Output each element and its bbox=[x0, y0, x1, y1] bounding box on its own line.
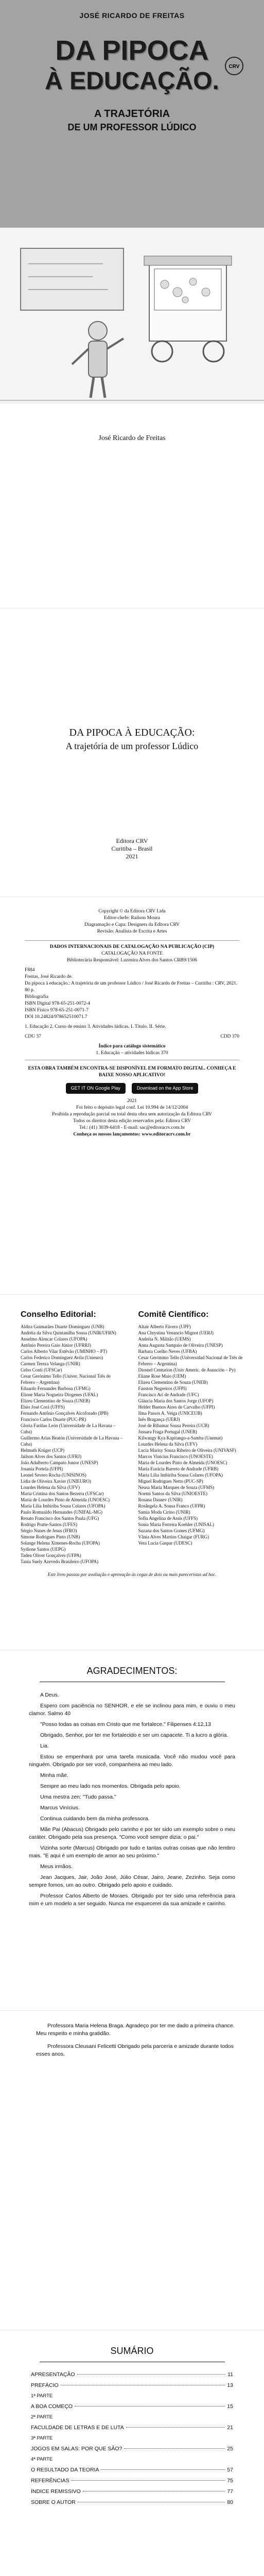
acknowledgement-paragraph: Jean Jacques, Jair, João José, Júlio César, Jairo, Jeane, Zezinho. Seja como sempre fomos, um ao outro. Obrigado pelo apoio e cuidado. bbox=[29, 1874, 235, 1888]
editorial-member: Cesar Gerónimo Tello (Univer. Nacional Três de Febrero – Argentina) bbox=[21, 1374, 111, 1385]
toc-entry-label: SOBRE O AUTOR bbox=[31, 2499, 76, 2505]
dedication-paragraph: Professora Maria Helena Braga. Agradeço por ter me dado a primeira chance. Meu respeito e minha gratidão. bbox=[36, 2023, 235, 2037]
editorial-board bbox=[21, 1310, 126, 1565]
toc-entry-label: APRESENTAÇÃO bbox=[31, 2371, 75, 2378]
cip-line: DOI 10.24824/978652510071.7 bbox=[25, 1014, 87, 1020]
copyright-block bbox=[0, 897, 264, 1138]
chalkboard-illustration bbox=[21, 248, 124, 310]
editorial-member: Jailson Alves dos Santos (UFRJ) bbox=[21, 1454, 82, 1459]
scientific-member: Rosana Dasnev (UNIR) bbox=[138, 1497, 183, 1502]
app-promo-text: ESTA OBRA TAMBÉM ENCONTRA-SE DISPONÍVEL EM FORMATO DIGITAL. CONHEÇA E BAIXE NOSSO APLICATIVO! bbox=[28, 1066, 236, 1078]
toc-entry-page: 13 bbox=[227, 2382, 233, 2388]
cdu-code: CDU 37 bbox=[25, 1034, 41, 1039]
toc-entry-label: O RESULTADO DA TEORIA bbox=[31, 2467, 99, 2473]
scientific-member: Rosângela A. Sousa Franco (UFPR) bbox=[138, 1503, 205, 1509]
title-page-title: DA PIPOCA À EDUCAÇÃO: bbox=[69, 727, 195, 738]
editorial-member: Elione Maria Nogueira Diogenes (UFAL) bbox=[21, 1392, 98, 1397]
acknowledgement-paragraph: Continua cuidando bem da minha professora. bbox=[40, 1816, 150, 1822]
editorial-member: Anselmo Alencar Colares (UFOPA) bbox=[21, 1336, 87, 1342]
scientific-member: Noemi Santos da Silva (UNIOESTE) bbox=[138, 1491, 207, 1496]
scientific-committee bbox=[138, 1310, 244, 1565]
scientific-member: Samia Moda Cirino (UNIR) bbox=[138, 1510, 190, 1515]
acknowledgement-paragraph: Lia. bbox=[40, 1743, 49, 1749]
editorial-member: Maria Lília Imbiriba Sousa Colares (UFOPA) bbox=[21, 1503, 105, 1509]
scientific-committee-title: Comitê Científico: bbox=[138, 1310, 209, 1319]
table-of-contents bbox=[0, 2371, 264, 2505]
scientific-member: Ana Chrystina Venancio Mignot (UERJ) bbox=[138, 1330, 214, 1335]
editorial-member: Fernando Antônio Gonçalves Alcoforado (IPB) bbox=[21, 1411, 109, 1416]
dedication-paragraph: Professora Cleusani Felicetti Obrigado pela parceria e amizade durante todos esses anos. bbox=[36, 2043, 234, 2057]
editorial-member: Solange Helena Ximenes-Rocha (UFOPA) bbox=[21, 1540, 100, 1546]
toc-leader-dots bbox=[83, 2491, 225, 2492]
cip-line: Freitas, José Ricardo de. bbox=[25, 974, 73, 979]
editorial-member: Simone Rodrigues Pinto (UNB) bbox=[21, 1534, 80, 1539]
dedication-page bbox=[0, 2010, 264, 2330]
scientific-member: Helder Buenos Aires de Carvalho (UFPI) bbox=[138, 1404, 215, 1410]
publisher-logo bbox=[224, 56, 244, 79]
index-line: 1. Educação – atividades lúdicas 370 bbox=[96, 1050, 168, 1056]
council-page bbox=[0, 1294, 264, 1650]
editorial-member: Sydione Santos (UEPG) bbox=[21, 1547, 66, 1552]
footer-line: Foi feito o depósito legal conf. Lei 10.994 de 14/12/2004 bbox=[76, 1105, 188, 1110]
cip-record bbox=[25, 940, 239, 1060]
acknowledgement-paragraph: "Posso todas as coisas em Cristo que me fortalece." Filipenses 4:12,13 bbox=[40, 1721, 211, 1727]
editorial-member: Josania Portela (UFPI) bbox=[21, 1466, 63, 1471]
cover-title-line-2: À EDUCAÇÃO. bbox=[45, 67, 219, 95]
scientific-member: Gláucia Maria dos Santos Jorge (UFOP) bbox=[138, 1398, 214, 1403]
toc-entry[interactable] bbox=[31, 2382, 233, 2388]
toc-entry-label: ÍNDICE REMISSIVO bbox=[31, 2488, 81, 2495]
toc-leader-dots bbox=[124, 2448, 225, 2449]
editorial-member: João Adalberto Campato Junior (UNESP) bbox=[21, 1460, 98, 1465]
cdd-code: CDD 370 bbox=[220, 1034, 239, 1039]
scientific-member: Altair Alberto Fávero (UPF) bbox=[138, 1324, 191, 1329]
acknowledgement-paragraph: Uma mestra zen: "Tudo passa." bbox=[40, 1794, 116, 1800]
cover-subtitle-line-1: A TRAJETÓRIA bbox=[94, 108, 170, 120]
toc-entry-page: 77 bbox=[227, 2488, 233, 2495]
toc-entry-label: FACULDADE DE LETRAS E DE LUTA bbox=[31, 2425, 124, 2431]
scientific-member: Lucia Marisy Souza Ribeiro de Oliveira (UNIVASF) bbox=[138, 1448, 236, 1453]
toc-entry-page: 75 bbox=[227, 2478, 233, 2484]
acknowledgement-paragraph: Espero com paciência no SENHOR, e ele se inclinou para mim, e ouviu o meu clamor. Salmo 40 bbox=[29, 1703, 235, 1717]
editorial-member: Élsio José Corá (UFFS) bbox=[21, 1404, 65, 1410]
toc-entry-label: JOGOS EM SALAS: POR QUE SÃO? bbox=[31, 2446, 122, 2452]
toc-entry[interactable] bbox=[31, 2435, 233, 2441]
cip-line: 80 p. bbox=[25, 988, 34, 993]
toc-entry-page: 25 bbox=[227, 2446, 233, 2452]
editorial-member: Helmuth Krüger (UCP) bbox=[21, 1448, 64, 1453]
scientific-member: Miguel Rodrigues Netto (PUC-SP) bbox=[138, 1479, 203, 1484]
toc-leader-dots bbox=[126, 2427, 225, 2428]
toc-entry-page: 15 bbox=[227, 2403, 233, 2410]
copyright-line: Revisão: Analista de Escrita e Artes bbox=[97, 929, 167, 934]
scientific-member: Fauston Negreiros (UFPI) bbox=[138, 1386, 187, 1391]
acknowledgement-paragraph: Vizinha sorte (Marcus) Obrigado por tudo e tantas outras coisas que não lembro mais. "E aqui é um exemplo de amor ao seu próximo." bbox=[29, 1845, 235, 1859]
toc-entry-label: 2ª PARTE bbox=[31, 2414, 53, 2420]
editorial-member: Celso Conti (UFSCar) bbox=[21, 1367, 62, 1372]
editorial-member: Tania Suely Azevedo Brasileiro (UFOPA) bbox=[21, 1559, 99, 1564]
editorial-board-title: Conselho Editorial: bbox=[21, 1310, 96, 1319]
scientific-member: Vânia Alves Martins Chaigar (FURG) bbox=[138, 1534, 209, 1539]
scientific-member: Anna Augusta Sampaio de Oliveira (UNESP) bbox=[138, 1343, 223, 1348]
cip-line: Da pipoca à educação.: A trajetória de um professor Lúdico / José Ricardo de Freitas – Curitiba : CRV, 2021. bbox=[25, 981, 238, 986]
acknowledgement-paragraph: Obrigado, Senhor, por ter me fortalecido e ser um capacete. Ti a lucro a glória. bbox=[40, 1732, 228, 1738]
toc-entry[interactable] bbox=[31, 2446, 233, 2452]
acknowledgements-body bbox=[0, 1691, 264, 1908]
imprint-place: Curitiba – Brasil bbox=[111, 845, 153, 852]
toc-entry[interactable] bbox=[31, 2371, 233, 2378]
editorial-member: Maria de Lourdes Pinto de Almeida (UNOESC) bbox=[21, 1497, 110, 1502]
half-title-author: José Ricardo de Freitas bbox=[98, 434, 166, 442]
cip-line: ISBN Digital 978-65-251-0072-4 bbox=[25, 1001, 91, 1006]
imprint-year: 2021 bbox=[126, 853, 138, 860]
toc-leader-dots bbox=[77, 2374, 226, 2375]
toc-entry-label: A BOA COMEÇO bbox=[31, 2403, 73, 2410]
dedication-body bbox=[0, 2011, 264, 2058]
editorial-member: Guillermo Arias Beatón (Universidade de La Havana – Cuba) bbox=[21, 1435, 123, 1447]
cover-subtitle bbox=[0, 107, 264, 134]
editorial-member: Andréia da Silva Quintanilha Sousa (UNIR/UFRN) bbox=[21, 1330, 116, 1335]
toc-entry-label: 3ª PARTE bbox=[31, 2435, 53, 2441]
scientific-member: Cesar Gerónimo Tello (Universidad Nacional de Três de Febrero – Argentina) bbox=[138, 1355, 243, 1366]
google-play-badge[interactable]: GET IT ON Google Play bbox=[66, 1083, 126, 1094]
imprint-publisher: Editora CRV bbox=[116, 837, 148, 844]
copyright-line: Diagramação e Capa: Designers da Editora CRV bbox=[84, 922, 180, 927]
toc-entry-page: 80 bbox=[227, 2499, 233, 2505]
editorial-member: Paulo Romualdo Hernandes (UNIFAL-MG) bbox=[21, 1510, 103, 1515]
scientific-member: Maria de Lourdes Pinto de Almeida (UNOESC) bbox=[138, 1460, 227, 1465]
summary-page bbox=[0, 2330, 264, 2576]
acknowledgement-paragraph: Sempre ao meu lado nos momentos. Obrigada pelo apoio. bbox=[40, 1783, 181, 1789]
index-heading: Índice para catálogo sistemático bbox=[98, 1044, 166, 1049]
toc-entry-label: 1ª PARTE bbox=[31, 2393, 53, 2399]
editorial-board-list bbox=[21, 1324, 126, 1565]
popcorn-cart-illustration bbox=[144, 256, 232, 362]
footer-line: Todos os direitos desta edição reservados pela: Editora CRV bbox=[73, 1118, 191, 1124]
footer-line: 2021 bbox=[127, 1098, 137, 1104]
acknowledgement-paragraph: Marcus Vinícius. bbox=[40, 1805, 80, 1811]
toc-leader-dots bbox=[101, 2469, 225, 2470]
scientific-member: Marcos Vinicius Francisco (UNOESTE) bbox=[138, 1454, 214, 1459]
scientific-member: Inês Bragança (UERJ) bbox=[138, 1417, 180, 1422]
scientific-member: Maria Lília Imbiriba Sousa Colares (UFOPA) bbox=[138, 1472, 223, 1478]
editorial-member: Leonel Severo Rocha (UNISINOS) bbox=[21, 1472, 86, 1478]
scientific-member: Suzana dos Santos Gomes (UFMG) bbox=[138, 1528, 205, 1533]
editorial-member: Francisco Carlos Duarte (PUC-PR) bbox=[21, 1417, 86, 1422]
acknowledgements-heading: AGRADECIMENTOS: bbox=[86, 1666, 178, 1676]
footer-line: Conheça os nossos lançamentos: www.editoracrv.com.br bbox=[73, 1132, 191, 1137]
title-page-imprint bbox=[0, 837, 264, 860]
toc-entry[interactable] bbox=[31, 2393, 233, 2399]
editorial-member: Sérgio Nunes de Jesus (IFRO) bbox=[21, 1528, 77, 1533]
toc-entry[interactable] bbox=[31, 2414, 233, 2420]
scientific-member: Kilwangy Kya Kapitango-a-Samba (Unemat) bbox=[138, 1435, 223, 1440]
copyright-page bbox=[0, 896, 264, 1294]
editorial-member: Maria Cristina dos Santos Bezerra (UFSCar) bbox=[21, 1491, 104, 1496]
cip-librarian: Bibliotecária Responsável: Luzenira Alves dos Santos CRB9/1506 bbox=[66, 958, 198, 963]
app-store-badges bbox=[25, 1083, 239, 1094]
toc-entry-page: 21 bbox=[227, 2425, 233, 2431]
scientific-committee-list bbox=[138, 1324, 244, 1546]
footer-line: Tel.: (41) 3039-6418 - E-mail: sac@editoracrv.com.br bbox=[79, 1125, 185, 1130]
cip-line: Bibliografia bbox=[25, 994, 48, 999]
footer-line: Proibida a reprodução parcial ou total desta obra sem autorização da Editora CRV bbox=[51, 1112, 213, 1117]
acknowledgements-page bbox=[0, 1650, 264, 2010]
scientific-member: Vera Lucia Gaspar (UDESC) bbox=[138, 1540, 192, 1546]
title-page bbox=[0, 608, 264, 896]
editorial-member: Rodrigo Pratte-Santos (UFES) bbox=[21, 1522, 77, 1527]
cover-author: JOSÉ RICARDO DE FREITAS bbox=[79, 11, 185, 20]
toc-entry-page: 57 bbox=[227, 2467, 233, 2473]
cip-heading: DADOS INTERNACIONAIS DE CATALOGAÇÃO NA PUBLICAÇÃO (CIP) bbox=[49, 944, 215, 950]
copyright-line: Copyright © da Editora CRV Ltda bbox=[98, 909, 166, 914]
scientific-member: Diosnel Centurion (Univ Americ. de Asunción – Py) bbox=[138, 1367, 236, 1372]
cover-drawing bbox=[0, 228, 264, 403]
acknowledgement-paragraph: Mãe Pai (Abacus) Obrigado pelo carinho e por ter sido um exemplo sobre o meu caráter. Obrigado pela sua presença. "Como você sempre dizia: o pai." bbox=[29, 1826, 235, 1840]
acknowledgement-paragraph: A Deus. bbox=[40, 1692, 59, 1698]
council-columns bbox=[0, 1295, 264, 1565]
editorial-member: Elizeu Clementino de Souza (UNEB) bbox=[21, 1398, 90, 1403]
cip-line: ISBN Físico 978-65-251-0071-7 bbox=[25, 1008, 89, 1013]
scientific-member: Andréia N. Militão (UEMS) bbox=[138, 1336, 191, 1342]
scientific-member: Barbara Coelho Neves (UFBA) bbox=[138, 1349, 197, 1354]
app-store-badge[interactable]: Download on the App Store bbox=[132, 1083, 199, 1094]
editorial-member: Renato Francisco dos Santos Paula (UFG) bbox=[21, 1516, 99, 1521]
cover-illustration bbox=[0, 228, 264, 403]
scientific-member: Maria Eurácia Barreto de Andrade (UFRB) bbox=[138, 1466, 219, 1471]
copyright-line: Editor-chefe: Railson Moura bbox=[103, 916, 161, 921]
toc-entry[interactable] bbox=[31, 2467, 233, 2473]
scientific-member: Eliane Rose Maio (UEM) bbox=[138, 1374, 186, 1379]
toc-entry[interactable] bbox=[31, 2488, 233, 2495]
toc-entry-label: PREFÁCIO bbox=[31, 2382, 59, 2388]
toc-entry[interactable] bbox=[31, 2478, 233, 2484]
cover-title-line-1: DA PIPOCA bbox=[55, 35, 209, 66]
editorial-member: Tadeu Oliver Gonçalves (UFPA) bbox=[21, 1553, 81, 1558]
editorial-member: Lídia de Oliveira Xavier (UNIEURO) bbox=[21, 1479, 91, 1484]
toc-entry[interactable] bbox=[31, 2499, 233, 2505]
scientific-member: Lourdes Helena da Silva (UFV) bbox=[138, 1442, 198, 1447]
cover-subtitle-line-2: DE UM PROFESSOR LÚDICO bbox=[67, 122, 197, 132]
toc-entry-page: 11 bbox=[227, 2371, 233, 2378]
acknowledgement-paragraph: Minha mãe. bbox=[40, 1772, 68, 1778]
title-page-subtitle: A trajetória de um professor Lúdico bbox=[65, 741, 199, 751]
editorial-member: Carlos Alberto Vilar Estêvão (UMINHO – PT) bbox=[21, 1349, 108, 1354]
toc-entry-label: REFERÊNCIAS bbox=[31, 2478, 69, 2484]
acknowledgement-paragraph: Estou se empenhará por uma tarefa musicada. Você não mudou você para ninguém. Obrigado por ser você, companheira ao meu lado. bbox=[29, 1754, 235, 1768]
toc-entry[interactable] bbox=[31, 2456, 233, 2462]
cover-top-band bbox=[0, 0, 264, 228]
editorial-member: Aldira Guimarães Duarte Domínguez (UNB) bbox=[21, 1324, 104, 1329]
cip-code: F884 bbox=[25, 968, 35, 973]
scientific-member: Neusa Maria Marques de Souza (UFMS) bbox=[138, 1485, 215, 1490]
teacher-figure-illustration bbox=[72, 321, 124, 398]
scientific-member: Elizeu Clementino de Souza (UNEB) bbox=[138, 1380, 208, 1385]
editorial-member: Gloria Fariñas León (Universidade de La Havana – Cuba) bbox=[21, 1423, 116, 1434]
scientific-member: Jussara Fraga Portugal (UNEB) bbox=[138, 1429, 197, 1434]
acknowledgement-paragraph: Meus irmãos. bbox=[40, 1863, 73, 1870]
scientific-member: Sonia Maria Ferreira Koehler (UNISAL) bbox=[138, 1522, 214, 1527]
scientific-member: Ilma Passos A. Veiga (UNICEUB) bbox=[138, 1411, 202, 1416]
scientific-member: Sofia Angelina de Assis (UFFS) bbox=[138, 1516, 198, 1521]
editorial-member: Eduardo Fernandes Barbosa (UFMG) bbox=[21, 1386, 91, 1391]
peer-review-note: Este livro passou por avaliação e aprovação às cegas de dois ou mais pareceristas ad hoc. bbox=[47, 1572, 217, 1577]
toc-entry[interactable] bbox=[31, 2425, 233, 2431]
scientific-member: Francisco Ari de Andrade (UFC) bbox=[138, 1392, 199, 1397]
toc-entry-label: 4ª PARTE bbox=[31, 2456, 53, 2462]
summary-heading: SUMÁRIO bbox=[110, 2346, 154, 2356]
editorial-member: Carlos Federico Dominguez Avila (Unieuro) bbox=[21, 1355, 103, 1360]
editorial-member: Lourdes Helena da Silva (UFV) bbox=[21, 1485, 80, 1490]
toc-leader-dots bbox=[72, 2480, 225, 2481]
editorial-member: Carmen Tereza Velanga (UNIR) bbox=[21, 1361, 80, 1366]
cip-subheading: CATALOGAÇÃO NA FONTE bbox=[101, 951, 163, 956]
publisher-logo-text: CRV bbox=[228, 64, 240, 70]
cover-page bbox=[0, 0, 264, 403]
half-title-page bbox=[0, 403, 264, 608]
cip-line: 1. Educação 2. Curso de ensino 3. Atividades lúdicas. I. Título. II. Série. bbox=[25, 1024, 166, 1029]
editorial-member: Antônio Pereira Gaio Júnior (UFRRJ) bbox=[21, 1343, 91, 1348]
acknowledgement-paragraph: Professor Carlos Alberto de Moraes. Obrigado por ter sido uma referência para mim e um modelo a ser seguido. Nunca me esquecerei da sua amizade e carinho. bbox=[29, 1893, 235, 1907]
scientific-member: José de Ribamar Sousa Pereira (UCB) bbox=[138, 1423, 209, 1428]
toc-entry[interactable] bbox=[31, 2403, 233, 2410]
